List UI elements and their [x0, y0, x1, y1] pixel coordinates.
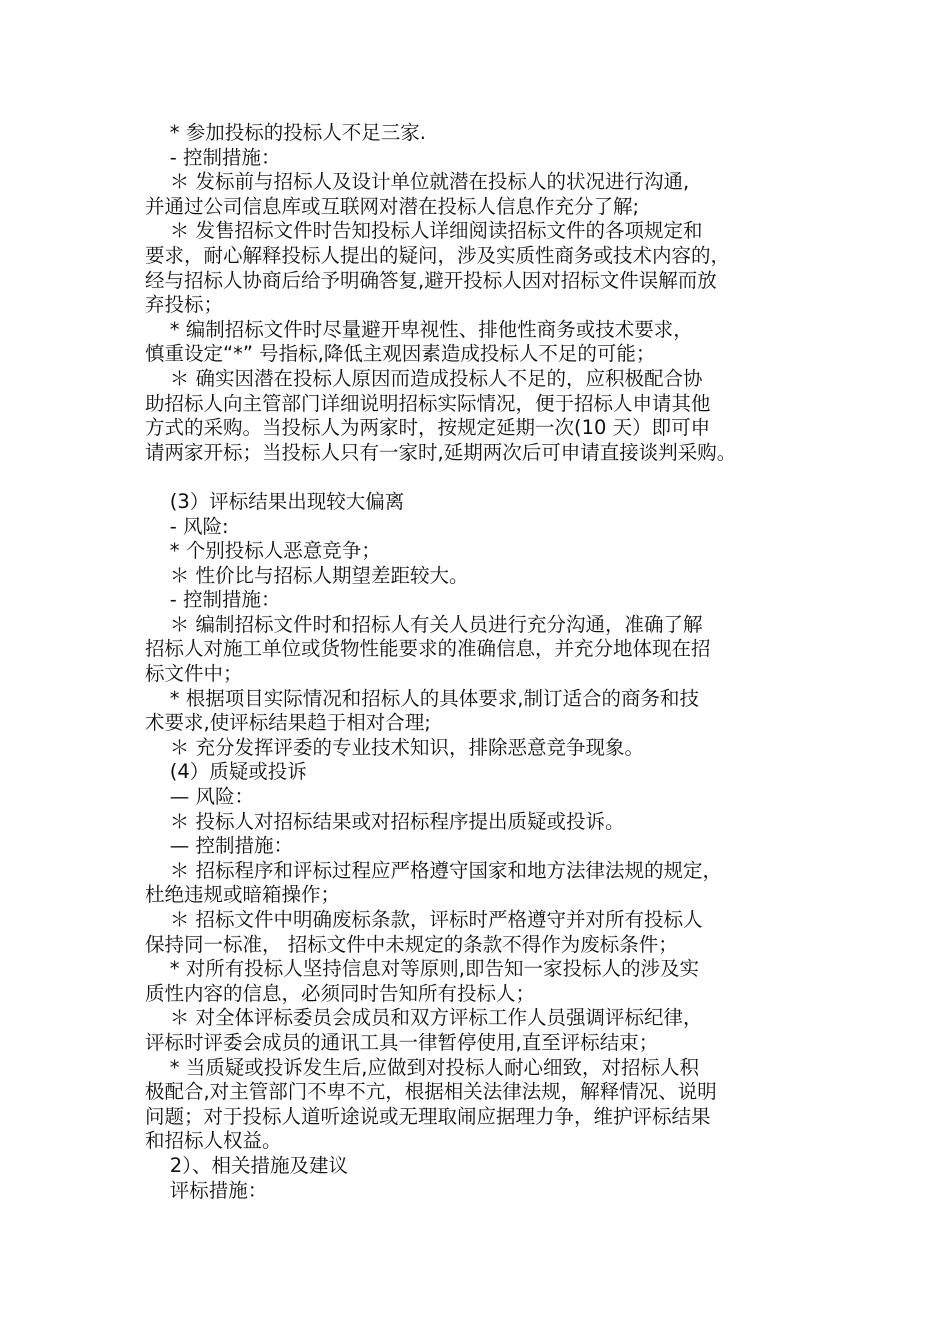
text-line: 标文件中；: [145, 662, 243, 686]
text-line: ＊ 投标人对招标结果或对招标程序提出质疑或投诉。: [145, 809, 625, 833]
text-line: 慎重设定“*” 号指标,降低主观因素造成投标人不足的可能；: [145, 342, 656, 366]
text-line: 并通过公司信息库或互联网对潜在投标人信息作充分了解;: [145, 194, 640, 218]
text-line: 方式的采购。当投标人为两家时，按规定延期一次(10 天）即可申: [145, 416, 711, 440]
text-line: - 控制措施：: [145, 145, 281, 169]
text-line: 助招标人向主管部门详细说明招标实际情况，便于招标人申请其他: [145, 391, 711, 415]
text-line: 术要求,使评标结果趋于相对合理;: [145, 711, 431, 735]
text-line: 2）、相关措施及建议: [145, 1153, 348, 1177]
text-line: 问题；对于投标人道听途说或无理取闹应据理力争，维护评标结果: [145, 1104, 711, 1128]
text-line: * 当质疑或投诉发生后,应做到对投标人耐心细致，对招标人积: [145, 1055, 699, 1079]
text-line: * 个别投标人恶意竞争；: [145, 539, 381, 563]
text-line: ＊ 发售招标文件时告知投标人详细阅读招标文件的各项规定和: [145, 219, 703, 243]
text-line: (4）质疑或投诉: [145, 760, 307, 784]
text-line: - 控制措施：: [145, 588, 281, 612]
text-line: - 风险:: [145, 514, 229, 538]
text-line: — 控制措施：: [145, 834, 293, 858]
text-line: * 编制招标文件时尽量避开卑视性、排他性商务或技术要求，: [145, 317, 693, 341]
text-line: 极配合,对主管部门不卑不亢，根据相关法律法规，解释情况、说明: [145, 1080, 717, 1104]
text-line: 质性内容的信息，必须同时告知所有投标人；: [145, 981, 536, 1005]
text-line: ＊ 编制招标文件时和招标人有关人员进行充分沟通，准确了解: [145, 612, 703, 636]
text-line: ＊ 性价比与招标人期望差距较大。: [145, 563, 469, 587]
text-line: (3）评标结果出现较大偏离: [145, 489, 405, 513]
text-line: ＊ 发标前与招标人及设计单位就潜在投标人的状况进行沟通,: [145, 170, 690, 194]
text-line: 请两家开标；当投标人只有一家时,延期两次后可申请直接谈判采购。: [145, 440, 737, 464]
text-line: 经与招标人协商后给予明确答复,避开投标人因对招标文件误解而放: [145, 268, 717, 292]
text-line: — 风险：: [145, 785, 254, 809]
text-line: ＊ 充分发挥评委的专业技术知识，排除恶意竞争现象。: [145, 735, 644, 759]
text-line: 招标人对施工单位或货物性能要求的准确信息，并充分地体现在招: [145, 637, 711, 661]
text-line: 评标措施：: [145, 1178, 268, 1202]
text-line: * 参加投标的投标人不足三家.: [145, 121, 426, 144]
document-body-text: [145, 121, 835, 1203]
text-line: ＊ 确实因潜在投标人原因而造成投标人不足的，应积极配合协: [145, 366, 703, 390]
blank-line: [145, 465, 835, 490]
text-line: 和招标人权益。: [145, 1129, 282, 1153]
text-line: ＊ 招标文件中明确废标条款，评标时严格遵守并对所有投标人: [145, 908, 703, 931]
text-line: ＊ 招标程序和评标过程应严格遵守国家和地方法律法规的规定，: [145, 858, 722, 882]
text-line: 杜绝违规或暗箱操作；: [145, 883, 341, 907]
text-line: ＊ 对全体评标委员会成员和双方评标工作人员强调评标纪律，: [145, 1006, 703, 1030]
text-line: 要求，耐心解释投标人提出的疑问，涉及实质性商务或技术内容的，: [145, 243, 731, 267]
text-line: * 根据项目实际情况和招标人的具体要求,制订适合的商务和技: [145, 686, 699, 710]
text-line: 弃投标；: [145, 293, 224, 317]
text-line: 保持同一标准， 招标文件中未规定的条款不得作为废标条件；: [145, 932, 678, 956]
text-line: 评标时评委会成员的通讯工具一律暂停使用,直至评标结束；: [145, 1030, 659, 1054]
text-line: * 对所有投标人坚持信息对等原则,即告知一家投标人的涉及实: [145, 957, 699, 981]
